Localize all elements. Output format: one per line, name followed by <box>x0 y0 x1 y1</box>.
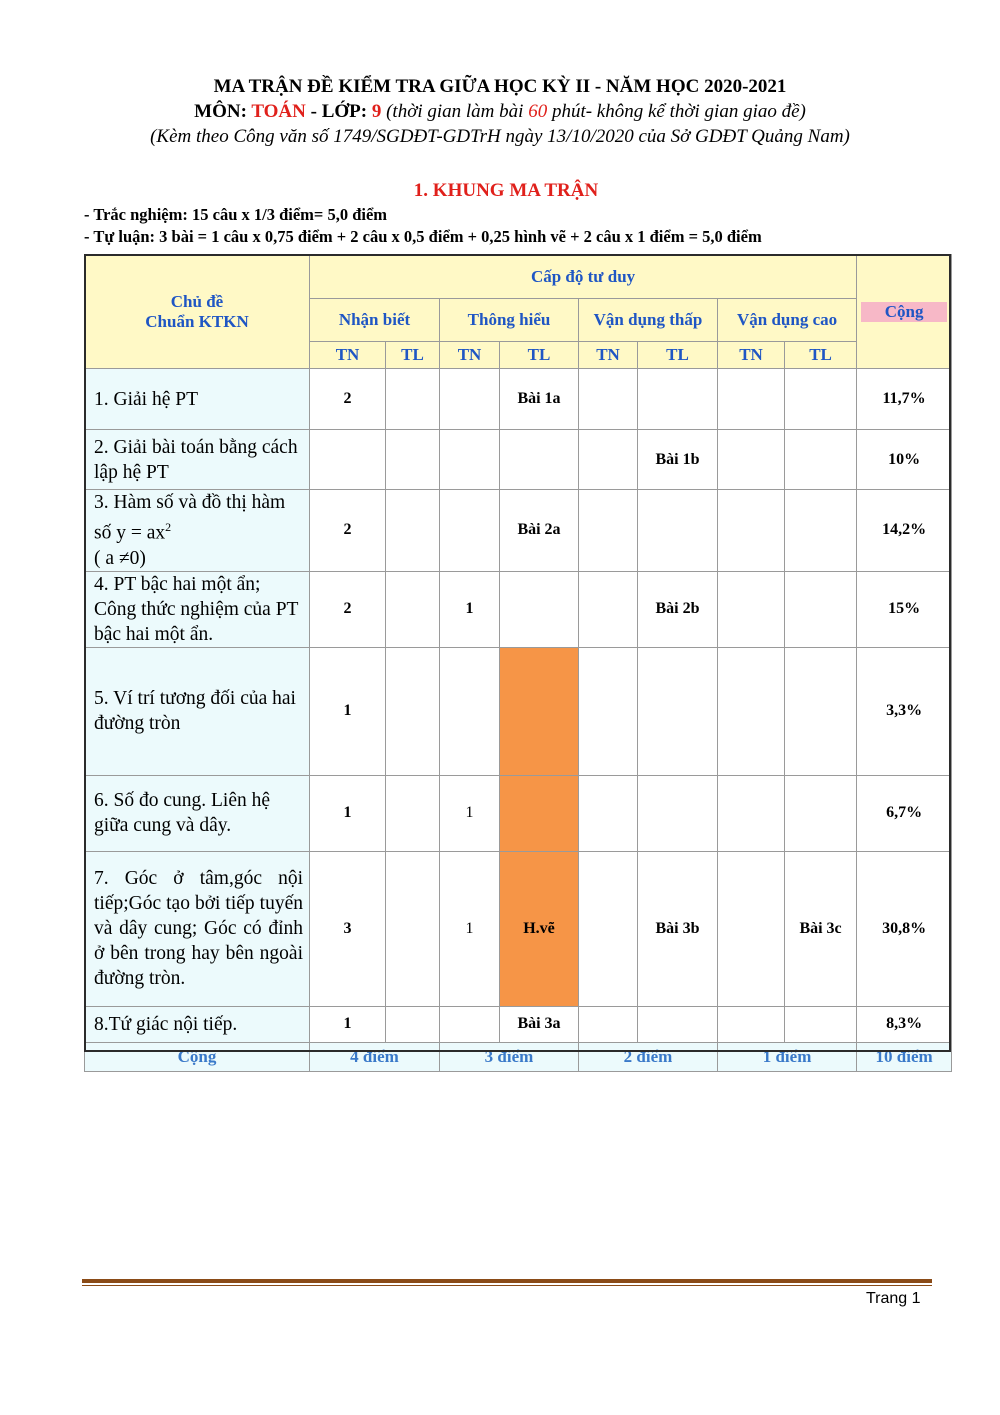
row-total: 8,3% <box>857 1006 952 1042</box>
matrix-cell: 1 <box>310 775 386 851</box>
matrix-cell <box>386 571 440 647</box>
topic-cell: 5. Ví trí tương đối của hai đường tròn <box>85 647 310 775</box>
sub-header: TN <box>718 342 785 369</box>
header-row-level <box>85 255 952 299</box>
matrix-cell <box>579 430 638 490</box>
matrix-cell: 1 <box>440 775 500 851</box>
row-total: 6,7% <box>857 775 952 851</box>
matrix-cell <box>785 647 857 775</box>
section-title: 1. KHUNG MA TRẬN <box>413 180 599 201</box>
document-title: MA TRẬN ĐỀ KIỂM TRA GIỮA HỌC KỲ II - NĂM HỌC 2020-2021 <box>213 76 787 97</box>
document-reference: (Kèm theo Công văn số 1749/SGDĐT-GDTrH ngày 13/10/2020 của Sở GDĐT Quảng Nam) <box>150 126 850 147</box>
topic-cell: 4. PT bậc hai một ẩn; Công thức nghiệm của PT bậc hai một ẩn. <box>85 571 310 647</box>
matrix-cell: Bài 2b <box>638 571 718 647</box>
matrix-cell <box>785 1006 857 1042</box>
matrix-cell: 1 <box>310 1006 386 1042</box>
table-row <box>85 369 952 430</box>
table-row <box>85 490 952 572</box>
total-header: Cộng <box>861 302 948 322</box>
matrix-cell <box>718 1006 785 1042</box>
topic-text-condition: ( a ≠0) <box>94 547 146 569</box>
matrix-cell: 1 <box>440 571 500 647</box>
matrix-cell <box>638 490 718 572</box>
sub-header: TL <box>785 342 857 369</box>
matrix-cell: Bài 1a <box>500 369 579 430</box>
topic-cell: 6. Số đo cung. Liên hệ giữa cung và dây. <box>85 775 310 851</box>
total-label: Cộng <box>85 1042 310 1071</box>
matrix-cell <box>440 369 500 430</box>
matrix-cell <box>440 490 500 572</box>
matrix-cell <box>785 490 857 572</box>
matrix-cell-highlight <box>500 647 579 775</box>
matrix-cell <box>440 1006 500 1042</box>
matrix-cell <box>579 1006 638 1042</box>
matrix-cell <box>386 775 440 851</box>
matrix-cell: 2 <box>310 369 386 430</box>
total-apply-low: 2 điểm <box>579 1042 718 1071</box>
sub-header: TL <box>500 342 579 369</box>
table-row <box>85 571 952 647</box>
grade-label: - LỚP: <box>305 101 372 122</box>
matrix-cell <box>386 369 440 430</box>
row-total: 3,3% <box>857 647 952 775</box>
footer-divider <box>82 1279 932 1283</box>
matrix-cell <box>500 430 579 490</box>
grand-total: 10 điểm <box>857 1042 952 1071</box>
matrix-cell: Bài 3b <box>638 851 718 1006</box>
row-total: 11,7% <box>857 369 952 430</box>
matrix-cell <box>386 647 440 775</box>
time-value: 60 <box>528 101 548 122</box>
topic-header-line1: Chủ đề <box>170 291 224 311</box>
matrix-cell <box>386 430 440 490</box>
assessment-matrix-table <box>84 254 952 1072</box>
matrix-cell <box>638 647 718 775</box>
matrix-cell <box>718 775 785 851</box>
row-total: 15% <box>857 571 952 647</box>
matrix-cell <box>785 430 857 490</box>
level-apply-low: Vận dụng thấp <box>579 299 718 342</box>
matrix-cell: Bài 1b <box>638 430 718 490</box>
note-multiple-choice: - Trắc nghiệm: 15 câu x 1/3 điểm= 5,0 điểm <box>84 205 388 224</box>
matrix-cell <box>785 369 857 430</box>
scoring-notes <box>84 204 762 248</box>
matrix-cell: 1 <box>440 851 500 1006</box>
level-recognize: Nhận biết <box>310 299 440 342</box>
matrix-cell <box>386 851 440 1006</box>
matrix-cell <box>718 369 785 430</box>
matrix-cell: 2 <box>310 490 386 572</box>
matrix-cell <box>500 571 579 647</box>
matrix-cell <box>440 647 500 775</box>
page-number: Trang 1 <box>866 1290 921 1307</box>
sub-header: TN <box>440 342 500 369</box>
subject-label: MÔN: <box>194 101 252 122</box>
matrix-cell <box>638 775 718 851</box>
grade-value: 9 <box>371 101 382 122</box>
matrix-cell <box>638 1006 718 1042</box>
topic-cell: 7. Góc ở tâm,góc nội tiếp;Góc tạo bởi tiếp tuyến và dây cung; Góc có đỉnh ở bên trong hay bên ngoài đường tròn. <box>85 851 310 1006</box>
matrix-cell <box>579 571 638 647</box>
total-recognize: 4 điểm <box>310 1042 440 1071</box>
table-row <box>85 775 952 851</box>
topic-cell: 1. Giải hệ PT <box>85 369 310 430</box>
matrix-cell <box>718 851 785 1006</box>
matrix-cell <box>440 430 500 490</box>
matrix-cell <box>386 1006 440 1042</box>
level-understand: Thông hiểu <box>440 299 579 342</box>
matrix-cell: Bài 3c <box>785 851 857 1006</box>
total-row <box>85 1042 952 1071</box>
matrix-cell <box>579 647 638 775</box>
table-row <box>85 430 952 490</box>
matrix-cell: Bài 2a <box>500 490 579 572</box>
matrix-cell: 2 <box>310 571 386 647</box>
matrix-cell <box>579 775 638 851</box>
matrix-cell: 1 <box>310 647 386 775</box>
matrix-cell-highlight <box>500 775 579 851</box>
topic-cell <box>85 490 310 572</box>
table-row <box>85 1006 952 1042</box>
sub-header: TN <box>579 342 638 369</box>
matrix-cell <box>310 430 386 490</box>
matrix-cell-highlight: H.vẽ <box>500 851 579 1006</box>
sub-header: TL <box>386 342 440 369</box>
matrix-cell <box>718 647 785 775</box>
matrix-cell: Bài 3a <box>500 1006 579 1042</box>
document-header <box>0 74 1000 149</box>
subject-line <box>0 99 1000 124</box>
matrix-cell: 3 <box>310 851 386 1006</box>
matrix-cell <box>579 851 638 1006</box>
total-header-cell <box>857 255 952 369</box>
topic-text: 3. Hàm số và đồ thị hàm số y = ax <box>94 492 286 544</box>
sub-header: TN <box>310 342 386 369</box>
time-prefix: (thời gian làm bài <box>381 101 529 122</box>
matrix-cell <box>579 369 638 430</box>
table-row <box>85 647 952 775</box>
topic-cell: 8.Tứ giác nội tiếp. <box>85 1006 310 1042</box>
topic-header <box>85 255 310 369</box>
row-total: 10% <box>857 430 952 490</box>
subject-value: TOÁN <box>251 101 306 122</box>
matrix-cell <box>579 490 638 572</box>
sub-header: TL <box>638 342 718 369</box>
level-header: Cấp độ tư duy <box>310 255 857 299</box>
note-essay: - Tự luận: 3 bài = 1 câu x 0,75 điểm + 2 câu x 0,5 điểm + 0,25 hình vẽ + 2 câu x 1 điểm = 5,0 điểm <box>84 227 762 246</box>
topic-exponent: 2 <box>165 520 172 534</box>
matrix-cell <box>785 571 857 647</box>
footer-divider-thin <box>82 1285 932 1286</box>
total-apply-high: 1 điểm <box>718 1042 857 1071</box>
matrix-cell <box>718 571 785 647</box>
table-row <box>85 851 952 1006</box>
topic-header-line2: Chuẩn KTKN <box>145 311 249 331</box>
matrix-cell <box>718 430 785 490</box>
time-suffix: phút- không kể thời gian giao đề) <box>547 101 806 122</box>
matrix-cell <box>386 490 440 572</box>
topic-cell: 2. Giải bài toán bằng cách lập hệ PT <box>85 430 310 490</box>
matrix-cell <box>718 490 785 572</box>
level-apply-high: Vận dụng cao <box>718 299 857 342</box>
matrix-cell <box>785 775 857 851</box>
row-total: 14,2% <box>857 490 952 572</box>
row-total: 30,8% <box>857 851 952 1006</box>
matrix-cell <box>638 369 718 430</box>
total-understand: 3 điểm <box>440 1042 579 1071</box>
